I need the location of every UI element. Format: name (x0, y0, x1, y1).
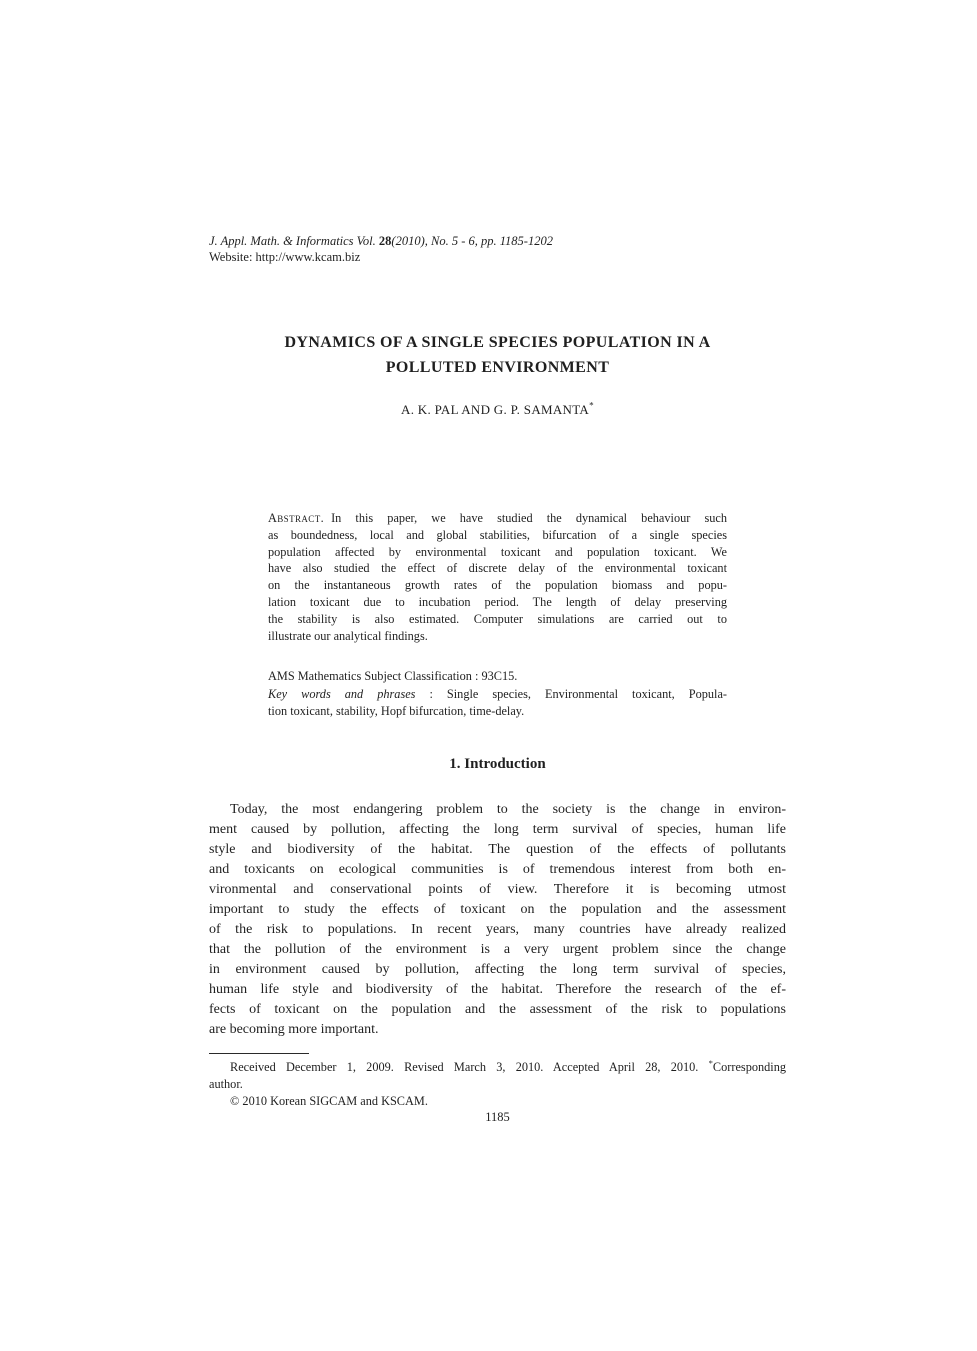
keywords-line: Key words and phrases : Single species, Environmental toxicant, Popula- (268, 686, 727, 701)
journal-website-line: Website: http://www.kcam.biz (209, 250, 361, 264)
body-line: style and biodiversity of the habitat. The question of the effects of pollutants (209, 842, 786, 857)
body-line: fects of toxicant on the population and the assessment of the risk to populations (209, 1002, 786, 1017)
classification-block (268, 668, 727, 721)
abstract-block (268, 510, 727, 644)
abstract-line: population affected by environmental toxicant and population toxicant. We (268, 544, 727, 559)
abstract-line: lation toxicant due to incubation period. The length of delay preserving (268, 594, 727, 609)
abstract-line: Abstract. In this paper, we have studied the dynamical behaviour such (268, 511, 727, 525)
body-line: are becoming more important. (209, 1022, 379, 1037)
journal-name: J. Appl. Math. & Informatics Vol. (209, 234, 379, 248)
author-names: A. K. PAL AND G. P. SAMANTA (401, 402, 590, 417)
introduction-paragraph (209, 800, 786, 1040)
corresponding-author-asterisk: * (589, 400, 594, 411)
footnote-asterisk: * (708, 1057, 713, 1068)
footnote-block (209, 1059, 786, 1110)
abstract-line: on the instantaneous growth rates of the population biomass and popu- (268, 578, 727, 593)
body-line: Today, the most endangering problem to the society is the change in environ- (230, 802, 786, 817)
journal-issue-pages: (2010), No. 5 - 6, pp. 1185-1202 (391, 234, 553, 248)
keywords-label: Key words and phrases (268, 686, 416, 701)
ams-classification-line: AMS Mathematics Subject Classification : 93C15. (268, 669, 518, 683)
body-line: that the pollution of the environment is a very urgent problem since the change (209, 942, 786, 957)
abstract-line: the stability is also estimated. Computer simulations are carried out to (268, 611, 727, 626)
abstract-line: have also studied the effect of discrete delay of the environmental toxicant (268, 561, 727, 576)
journal-citation-line (209, 233, 553, 249)
footnote-received-line: Received December 1, 2009. Revised March 3, 2010. Accepted April 28, 2010. *Corresponding (230, 1057, 786, 1074)
paper-title-line-1: DYNAMICS OF A SINGLE SPECIES POPULATION IN A (284, 334, 711, 351)
body-line: in environment caused by pollution, affecting the long term survival of species, (209, 962, 786, 977)
body-line: ment caused by pollution, affecting the long term survival of species, human life (209, 822, 786, 837)
body-line: human life style and biodiversity of the habitat. Therefore the research of the ef- (209, 982, 786, 997)
journal-header (209, 233, 553, 265)
copyright-line: © 2010 Korean SIGCAM and KSCAM. (230, 1094, 428, 1108)
page-number: 1185 (485, 1110, 510, 1124)
keywords-line: tion toxicant, stability, Hopf bifurcation, time-delay. (268, 704, 525, 718)
body-line: and toxicants on ecological communities is of tremendous interest from both en- (209, 862, 786, 877)
paper-title-line-2: POLLUTED ENVIRONMENT (385, 359, 610, 376)
footnote-author-line: author. (209, 1077, 243, 1091)
section-heading-introduction: 1. Introduction (449, 756, 546, 772)
abstract-line: as boundedness, local and global stabilities, bifurcation of a single species (268, 527, 727, 542)
authors-line (200, 402, 795, 418)
abstract-label: Abstract. (268, 511, 325, 525)
journal-volume: 28 (378, 234, 392, 248)
footnote-rule (209, 1053, 309, 1054)
body-line: vironmental and conservational points of view. Therefore it is becoming utmost (209, 882, 786, 897)
footnote-corresponding: *Corresponding (708, 1057, 786, 1074)
body-line: of the risk to populations. In recent years, many countries have already realized (209, 922, 786, 937)
paper-title (200, 330, 795, 380)
abstract-line: illustrate our analytical findings. (268, 628, 428, 643)
body-line: important to study the effects of toxicant on the population and the assessment (209, 902, 786, 917)
